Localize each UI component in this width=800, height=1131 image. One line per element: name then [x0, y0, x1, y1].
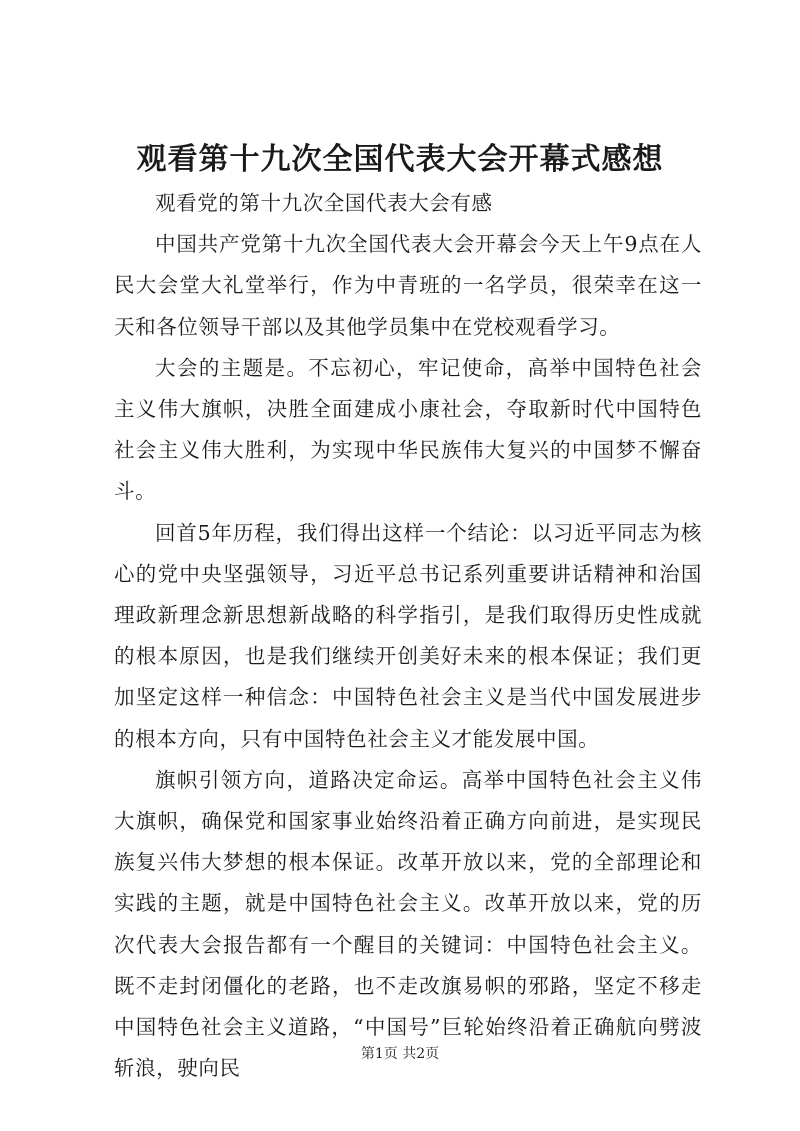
- document-body: [114, 183, 702, 1089]
- body-paragraph: 旗帜引领方向，道路决定命运。高举中国特色社会主义伟大旗帜，确保党和国家事业始终沿着正确方向前进，是实现民族复兴伟大梦想的根本保证。改革开放以来，党的全部理论和实践的主题，就是中国特色社会主义。改革开放以来，党的历次代表大会报告都有一个醒目的关键词：中国特色社会主义。既不走封闭僵化的老路，也不走改旗易帜的邪路，坚定不移走中国特色社会主义道路，“中国号”巨轮始终沿着正确航向劈波斩浪，驶向民: [114, 767, 702, 1081]
- body-paragraph: 中国共产党第十九次全国代表大会开幕会今天上午9点在人民大会堂大礼堂举行，作为中青班的一名学员，很荣幸在这一天和各位领导干部以及其他学员集中在党校观看学习。: [114, 232, 702, 339]
- page-footer: 第1页 共2页: [360, 1046, 440, 1062]
- document-title: 观看第十九次全国代表大会开幕式感想: [136, 142, 664, 177]
- subtitle-paragraph: 观看党的第十九次全国代表大会有感: [155, 191, 493, 215]
- body-paragraph: 大会的主题是。不忘初心，牢记使命，高举中国特色社会主义伟大旗帜，决胜全面建成小康社会，夺取新时代中国特色社会主义伟大胜利，为实现中华民族伟大复兴的中国梦不懈奋斗。: [114, 355, 702, 504]
- body-paragraph: 回首5年历程，我们得出这样一个结论：以习近平同志为核心的党中央坚强领导，习近平总书记系列重要讲话精神和治国理政新理念新思想新战略的科学指引，是我们取得历史性成就的根本原因，也是我们继续开创美好未来的根本保证；我们更加坚定这样一种信念：中国特色社会主义是当代中国发展进步的根本方向，只有中国特色社会主义才能发展中国。: [114, 520, 702, 751]
